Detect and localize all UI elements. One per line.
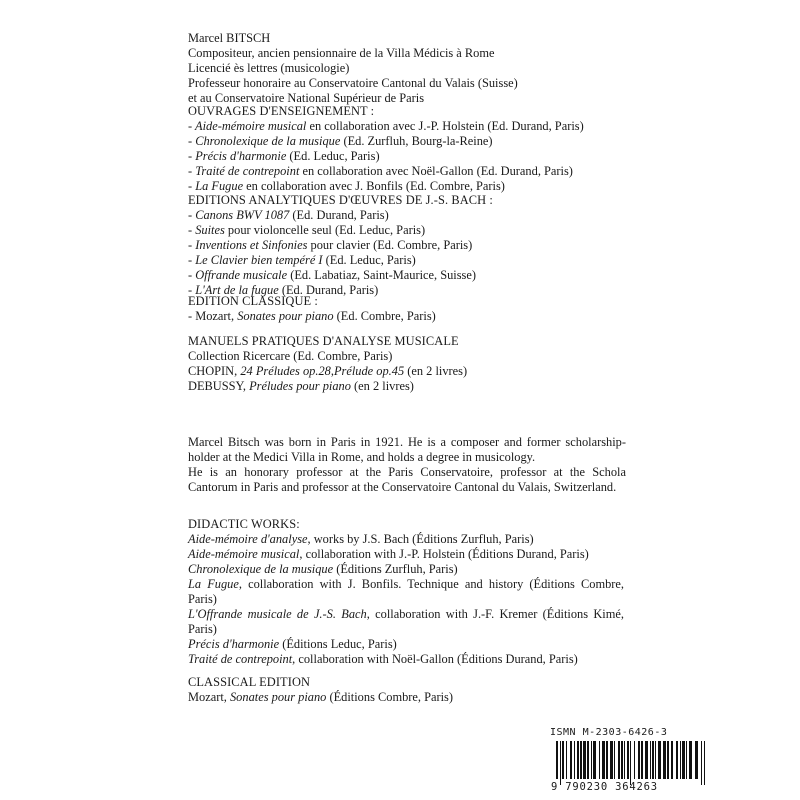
barcode-bar	[671, 741, 673, 779]
en-bio-section	[188, 435, 626, 495]
fr-ouvrages-section	[188, 104, 618, 194]
barcode-bar	[562, 741, 564, 779]
barcode-bar	[587, 741, 589, 779]
barcode-bar	[627, 741, 629, 779]
list-item: Traité de contrepoint, collaboration with Noël-Gallon (Éditions Durand, Paris)	[188, 652, 578, 666]
barcode-bar	[574, 741, 575, 779]
bio-paragraph: Marcel Bitsch was born in Paris in 1921. He is a composer and former scholarship-holder at the Medici Villa in Rome, and holds a degree in musicology.	[188, 435, 626, 464]
list-item: - Mozart, Sonates pour piano (Ed. Combre, Paris)	[188, 309, 436, 323]
barcode-bar	[593, 741, 596, 779]
list-item: - L'Art de la fugue (Ed. Durand, Paris)	[188, 283, 379, 297]
section-heading: MANUELS PRATIQUES D'ANALYSE MUSICALE	[188, 334, 459, 348]
barcode-bar	[650, 741, 651, 779]
barcode-bar	[701, 741, 702, 785]
en-didactic-section	[188, 517, 624, 667]
barcode-image	[556, 741, 706, 785]
barcode-bar	[634, 741, 635, 779]
list-item: - Inventions et Sinfonies pour clavier (Ed. Combre, Paris)	[188, 238, 473, 252]
list-item: - Canons BWV 1087 (Ed. Durand, Paris)	[188, 208, 389, 222]
fr-bach-section	[188, 193, 618, 298]
barcode-bar	[580, 741, 582, 779]
list-item: - La Fugue en collaboration avec J. Bonfils (Ed. Combre, Paris)	[188, 179, 505, 193]
list-item: - Offrande musicale (Ed. Labatiaz, Saint-Maurice, Suisse)	[188, 268, 477, 282]
section-heading: DIDACTIC WORKS:	[188, 517, 300, 531]
barcode-bar	[645, 741, 648, 779]
barcode-bar	[682, 741, 685, 779]
list-item: - Précis d'harmonie (Ed. Leduc, Paris)	[188, 149, 380, 163]
barcode-number: 9 790230 364263	[551, 781, 658, 793]
list-item: CHOPIN, 24 Préludes op.28,Prélude op.45 (en 2 livres)	[188, 364, 468, 378]
author-line: Licencié ès lettres (musicologie)	[188, 61, 350, 75]
list-item: DEBUSSY, Préludes pour piano (en 2 livres)	[188, 379, 414, 393]
list-item: Mozart, Sonates pour piano (Éditions Combre, Paris)	[188, 690, 454, 704]
list-item: La Fugue, collaboration with J. Bonfils. Technique and history (Éditions Combre, Paris)	[188, 577, 624, 606]
list-item: - Aide-mémoire musical en collaboration avec J.-P. Holstein (Ed. Durand, Paris)	[188, 119, 584, 133]
list-item: Aide-mémoire musical, collaboration with J.-P. Holstein (Éditions Durand, Paris)	[188, 547, 589, 561]
barcode-bar	[655, 741, 656, 779]
list-item: Chronolexique de la musique (Éditions Zurfluh, Paris)	[188, 562, 458, 576]
list-item: Collection Ricercare (Ed. Combre, Paris)	[188, 349, 393, 363]
author-line: Professeur honoraire au Conservatoire Cantonal du Valais (Suisse)	[188, 76, 518, 90]
barcode-bar	[667, 741, 669, 779]
author-line: Compositeur, ancien pensionnaire de la Villa Médicis à Rome	[188, 46, 495, 60]
author-line: et au Conservatoire National Supérieur de Paris	[188, 91, 425, 105]
barcode-bar	[704, 741, 705, 785]
barcode-bar	[577, 741, 579, 779]
barcode-bar	[663, 741, 666, 779]
barcode-bar	[556, 741, 558, 779]
list-item: L'Offrande musicale de J.-S. Bach, collaboration with J.-F. Kremer (Éditions Kimé, Paris)	[188, 607, 624, 636]
barcode-bar	[676, 741, 678, 779]
barcode-bar	[610, 741, 613, 779]
barcode-bar	[602, 741, 605, 779]
author-block	[188, 31, 618, 106]
section-heading: OUVRAGES D'ENSEIGNEMENT :	[188, 104, 375, 118]
en-classical-section	[188, 675, 618, 705]
barcode-bar	[606, 741, 608, 779]
barcode-bar	[695, 741, 698, 779]
barcode-bar	[652, 741, 654, 779]
list-item: - Chronolexique de la musique (Ed. Zurfluh, Bourg-la-Reine)	[188, 134, 493, 148]
barcode-bar	[614, 741, 615, 779]
barcode-bar	[570, 741, 572, 779]
list-item: Aide-mémoire d'analyse, works by J.S. Bach (Éditions Zurfluh, Paris)	[188, 532, 534, 546]
barcode-bar	[566, 741, 567, 779]
barcode-bar	[591, 741, 592, 779]
barcode-bar	[638, 741, 640, 779]
barcode-bar	[560, 741, 561, 785]
section-heading: EDITIONS ANALYTIQUES D'ŒUVRES DE J.-S. BACH :	[188, 193, 493, 207]
list-item: Précis d'harmonie (Éditions Leduc, Paris)	[188, 637, 397, 651]
barcode-bar	[583, 741, 586, 779]
list-item: - Le Clavier bien tempéré I (Ed. Leduc, Paris)	[188, 253, 416, 267]
list-item: - Traité de contrepoint en collaboration avec Noël-Gallon (Ed. Durand, Paris)	[188, 164, 573, 178]
barcode-bar	[624, 741, 625, 779]
barcode-bar	[621, 741, 623, 779]
barcode-bar	[618, 741, 620, 779]
section-heading: EDITION CLASSIQUE :	[188, 294, 318, 308]
barcode-bar	[686, 741, 687, 779]
author-name: Marcel BITSCH	[188, 31, 271, 45]
section-heading: CLASSICAL EDITION	[188, 675, 311, 689]
ismn-label: ISMN M-2303-6426-3	[550, 727, 668, 738]
barcode-bar	[680, 741, 681, 779]
fr-manuels-section	[188, 334, 618, 394]
barcode-bar	[658, 741, 661, 779]
barcode-bar	[689, 741, 692, 779]
barcode-bar	[630, 741, 631, 785]
list-item: - Suites pour violoncelle seul (Ed. Leduc, Paris)	[188, 223, 426, 237]
barcode-bar	[641, 741, 643, 779]
bio-paragraph: He is an honorary professor at the Paris Conservatoire, professor at the Schola Cantorum in Paris and professor at the Conservatoire Cantonal du Valais, Switzerland.	[188, 465, 626, 494]
fr-classique-section	[188, 294, 618, 324]
barcode-bar	[599, 741, 600, 779]
